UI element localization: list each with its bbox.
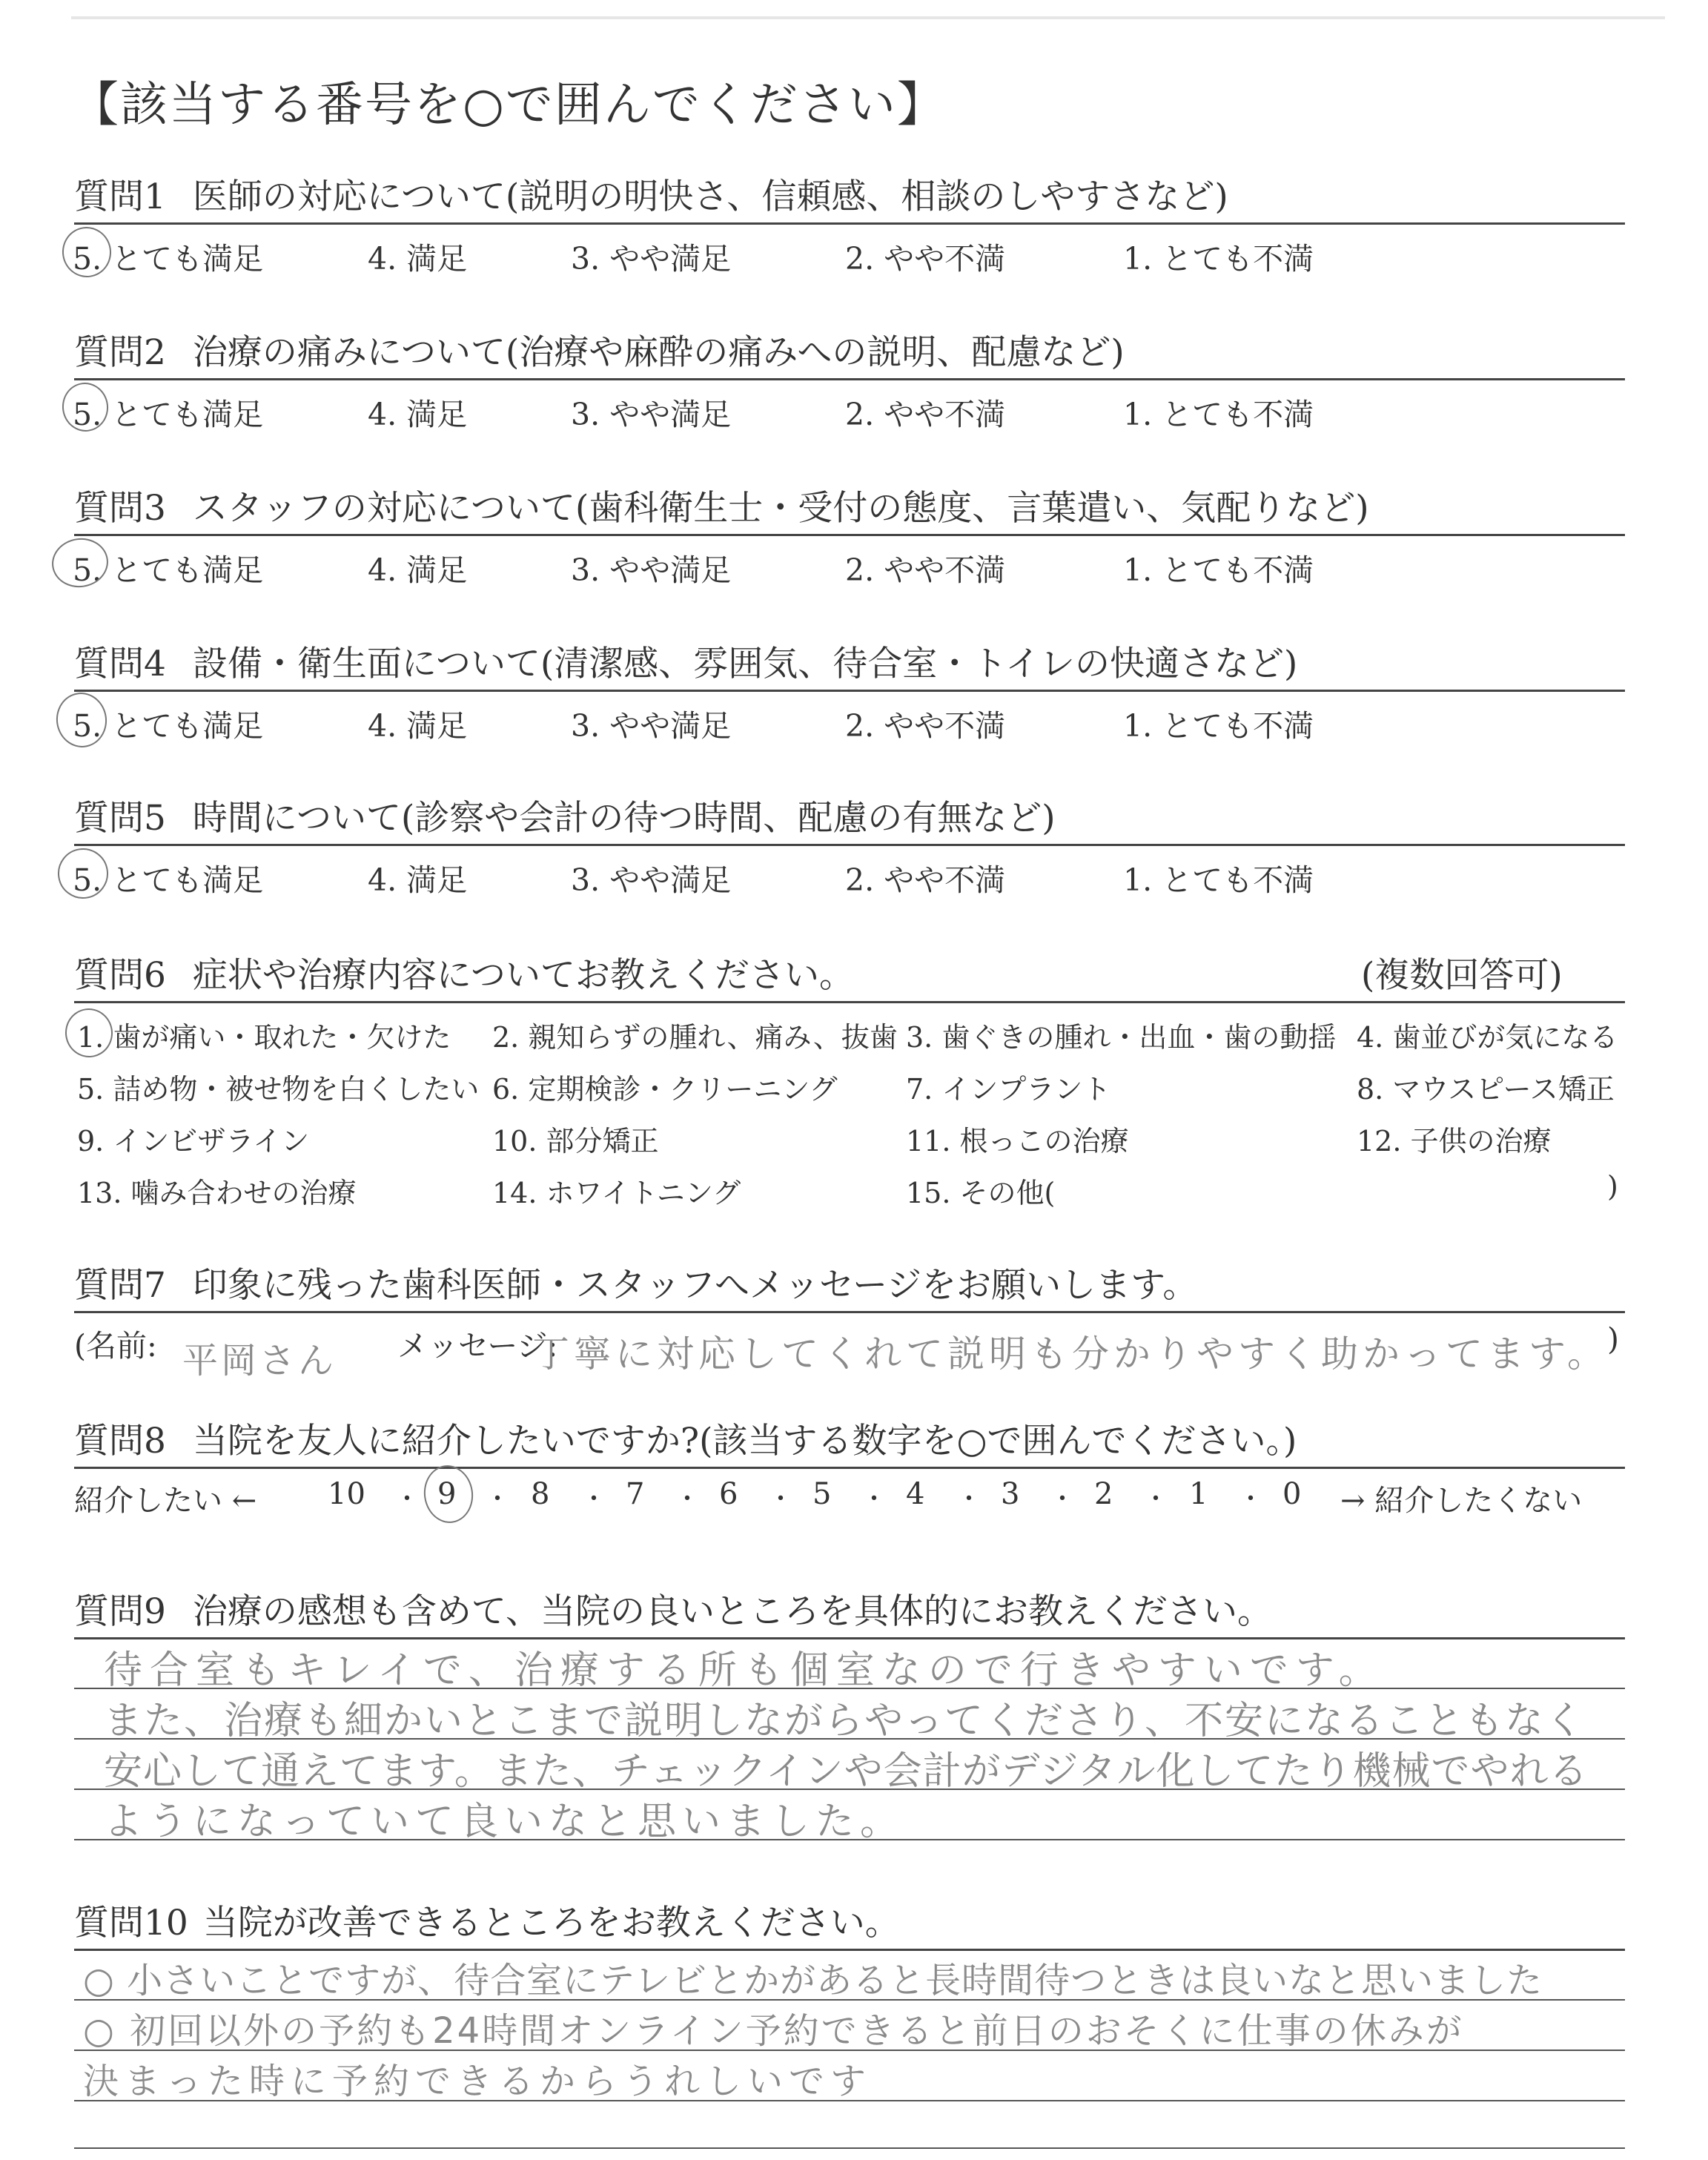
q6-option-14[interactable]: 14. ホワイトニング — [492, 1177, 741, 1209]
question-number: 質問10 — [74, 1903, 188, 1943]
q6-option-10[interactable]: 10. 部分矯正 — [492, 1125, 659, 1157]
q6-option-13[interactable]: 13. 噛み合わせの治療 — [77, 1177, 357, 1209]
question-number: 質問1 — [74, 176, 166, 217]
scale-9[interactable]: 9 — [437, 1477, 457, 1511]
message-label: メッセージ: — [397, 1328, 558, 1364]
q1-option-1[interactable]: 1. とても不満 — [1123, 241, 1314, 277]
scale-6[interactable]: 6 — [719, 1477, 738, 1511]
q5-option-4[interactable]: 4. 満足 — [368, 862, 468, 898]
q9-answer-line-4[interactable]: ようになっていて良いなと思いました。 — [104, 1800, 905, 1844]
question-text: 設備・衛生面について(清潔感、雰囲気、待合室・トイレの快適さなど) — [192, 644, 1298, 684]
scale-2[interactable]: 2 — [1094, 1477, 1113, 1511]
q3-option-2[interactable]: 2. やや不満 — [845, 552, 1006, 588]
q6-option-5[interactable]: 5. 詰め物・被せ物を白くしたい — [77, 1073, 480, 1106]
q10-answer-line-2[interactable]: ○ 初回以外の予約も24時間オンライン予約できると前日のおそくに仕事の休みが — [83, 2010, 1464, 2052]
divider — [74, 1001, 1625, 1003]
q6-option-11[interactable]: 11. 根っこの治療 — [906, 1125, 1129, 1157]
scale-5[interactable]: 5 — [812, 1477, 832, 1511]
scale-4[interactable]: 4 — [906, 1477, 925, 1511]
q2-option-2[interactable]: 2. やや不満 — [845, 397, 1006, 432]
selection-circle — [420, 1462, 477, 1526]
question-text: 時間について(診察や会計の待つ時間、配慮の有無など) — [192, 798, 1056, 839]
q2-option-4[interactable]: 4. 満足 — [368, 397, 468, 432]
question-text: 当院を友人に紹介したいですか?(該当する数字を○で囲んでください。) — [192, 1421, 1297, 1462]
q6-option-7[interactable]: 7. インプラント — [906, 1073, 1111, 1106]
separator: ・ — [1143, 1484, 1168, 1514]
q6-option-12[interactable]: 12. 子供の治療 — [1357, 1125, 1552, 1157]
q6-option-15[interactable]: 15. その他( — [906, 1177, 1056, 1209]
question-10 — [74, 1895, 900, 1945]
question-5 — [74, 790, 1056, 840]
multiple-answers-note: (複数回答可) — [1361, 955, 1563, 996]
scale-0[interactable]: 0 — [1282, 1477, 1302, 1511]
question-number: 質問3 — [74, 488, 166, 529]
question-text: スタッフの対応について(歯科衛生士・受付の態度、言葉遣い、気配りなど) — [192, 488, 1369, 529]
separator: ・ — [581, 1484, 606, 1514]
answer-line — [74, 2147, 1625, 2149]
question-text: 印象に残った歯科医師・スタッフへメッセージをお願いします。 — [192, 1265, 1198, 1306]
q5-option-5[interactable]: 5. とても満足 — [73, 862, 264, 898]
scale-1[interactable]: 1 — [1189, 1477, 1208, 1511]
question-1 — [74, 169, 1228, 219]
separator: ・ — [394, 1484, 420, 1514]
q4-option-2[interactable]: 2. やや不満 — [845, 708, 1006, 744]
q10-answer-line-3[interactable]: 決まった時に予約できるからうれしいです — [83, 2061, 873, 2102]
q5-option-2[interactable]: 2. やや不満 — [845, 862, 1006, 898]
separator: ・ — [861, 1484, 887, 1514]
divider — [74, 844, 1625, 846]
name-field[interactable]: 平岡さん — [182, 1340, 337, 1381]
q3-option-4[interactable]: 4. 満足 — [368, 552, 468, 588]
q1-option-4[interactable]: 4. 満足 — [368, 241, 468, 277]
scale-7[interactable]: 7 — [626, 1477, 645, 1511]
question-text: 医師の対応について(説明の明快さ、信頼感、相談のしやすさなど) — [192, 176, 1228, 217]
q5-option-3[interactable]: 3. やや満足 — [571, 862, 732, 898]
q5-option-1[interactable]: 1. とても不満 — [1123, 862, 1314, 898]
separator: ・ — [768, 1484, 793, 1514]
q9-answer-line-2[interactable]: また、治療も細かいとこまで説明しながらやってくださり、不安になることもなく — [104, 1699, 1586, 1743]
question-number: 質問6 — [74, 955, 166, 996]
divider — [74, 1311, 1625, 1313]
q6-option-3[interactable]: 3. 歯ぐきの腫れ・出血・歯の動揺 — [906, 1021, 1337, 1054]
question-7 — [74, 1258, 1197, 1307]
q6-option-9[interactable]: 9. インビザライン — [77, 1125, 310, 1157]
q4-option-4[interactable]: 4. 満足 — [368, 708, 468, 744]
divider — [74, 378, 1625, 380]
name-label: (名前: — [74, 1328, 157, 1364]
divider — [74, 534, 1625, 536]
question-number: 質問4 — [74, 644, 166, 684]
q3-option-3[interactable]: 3. やや満足 — [571, 552, 732, 588]
question-number: 質問2 — [74, 332, 166, 373]
divider — [74, 222, 1625, 225]
message-field[interactable]: 丁寧に対応してくれて説明も分かりやすく助かってます。 — [532, 1332, 1609, 1375]
question-text: 治療の感想も含めて、当院の良いところを具体的にお教えください。 — [192, 1591, 1272, 1632]
question-number: 質問9 — [74, 1591, 166, 1632]
q2-option-5[interactable]: 5. とても満足 — [73, 397, 264, 432]
message-close: ) — [1607, 1321, 1619, 1357]
scale-10[interactable]: 10 — [328, 1477, 365, 1511]
q9-answer-line-3[interactable]: 安心して通えてます。また、チェックインや会計がデジタル化してたり機械でやれる — [104, 1749, 1589, 1794]
q10-answer-line-1[interactable]: ○ 小さいことですが、待合室にテレビとかがあると長時間待つときは良いなと思いました — [83, 1960, 1543, 2001]
q6-option-1[interactable]: 1. 歯が痛い・取れた・欠けた — [77, 1021, 451, 1054]
q2-option-1[interactable]: 1. とても不満 — [1123, 397, 1314, 432]
page-title: 【該当する番号を○で囲んでください】 — [71, 78, 946, 133]
divider — [74, 1949, 1625, 1951]
q1-option-3[interactable]: 3. やや満足 — [571, 241, 732, 277]
q6-option-8[interactable]: 8. マウスピース矯正 — [1357, 1073, 1615, 1106]
scale-3[interactable]: 3 — [1001, 1477, 1020, 1511]
q1-option-5[interactable]: 5. とても満足 — [73, 241, 264, 277]
q4-option-1[interactable]: 1. とても不満 — [1123, 708, 1314, 744]
question-4 — [74, 636, 1297, 686]
question-2 — [74, 325, 1125, 374]
question-3 — [74, 480, 1369, 530]
q6-other-close: ) — [1607, 1170, 1618, 1203]
separator: ・ — [1050, 1484, 1075, 1514]
scale-8[interactable]: 8 — [531, 1477, 550, 1511]
q1-option-2[interactable]: 2. やや不満 — [845, 241, 1006, 277]
question-text: 症状や治療内容についてお教えください。 — [192, 955, 854, 996]
question-number: 質問7 — [74, 1265, 166, 1306]
question-number: 質問5 — [74, 798, 166, 839]
q6-option-4[interactable]: 4. 歯並びが気になる — [1357, 1021, 1618, 1054]
q3-option-1[interactable]: 1. とても不満 — [1123, 552, 1314, 588]
question-6 — [74, 948, 854, 997]
q6-option-2[interactable]: 2. 親知らずの腫れ、痛み、抜歯 — [492, 1021, 898, 1054]
divider — [74, 1467, 1625, 1469]
question-text: 当院が改善できるところをお教えください。 — [202, 1903, 900, 1943]
question-9 — [74, 1584, 1272, 1634]
q2-option-3[interactable]: 3. やや満足 — [571, 397, 732, 432]
question-8 — [74, 1413, 1297, 1463]
separator: ・ — [956, 1484, 982, 1514]
question-number: 質問8 — [74, 1421, 166, 1462]
q4-option-3[interactable]: 3. やや満足 — [571, 708, 732, 744]
divider — [74, 690, 1625, 692]
q3-option-5[interactable]: 5. とても満足 — [73, 552, 264, 588]
q6-option-6[interactable]: 6. 定期検診・クリーニング — [492, 1073, 838, 1106]
q4-option-5[interactable]: 5. とても満足 — [73, 708, 264, 744]
separator: ・ — [485, 1484, 510, 1514]
q9-answer-line-1[interactable]: 待合室もキレイで、治療する所も個室なので行きやすいです。 — [104, 1648, 1385, 1693]
recommend-label: 紹介したい ← — [74, 1484, 257, 1518]
question-text: 治療の痛みについて(治療や麻酔の痛みへの説明、配慮など) — [192, 332, 1125, 373]
not-recommend-label: → 紹介したくない — [1340, 1484, 1583, 1518]
separator: ・ — [1238, 1484, 1263, 1514]
separator: ・ — [675, 1484, 700, 1514]
